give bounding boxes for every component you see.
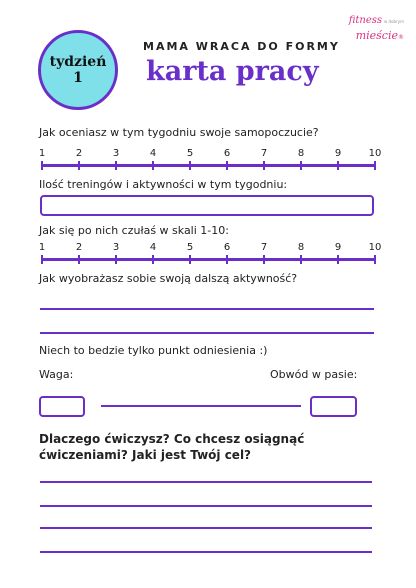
reference-note: Niech to bedzie tylko punkt odniesienia :) <box>39 344 268 357</box>
scale-number: 9 <box>334 242 342 253</box>
waist-input[interactable] <box>310 396 357 417</box>
scale-tick[interactable] <box>226 161 228 170</box>
scale-number: 5 <box>186 148 194 159</box>
rating-scale-wellbeing[interactable] <box>38 148 382 167</box>
question-wellbeing: Jak oceniasz w tym tygodniu swoje samopoczucie? <box>39 126 319 139</box>
answer-line[interactable] <box>40 527 372 529</box>
scale-number: 7 <box>260 242 268 253</box>
scale-tick[interactable] <box>263 255 265 264</box>
scale-tick[interactable] <box>115 161 117 170</box>
brand-logo <box>349 10 404 42</box>
logo-word-small: w dobrym <box>384 19 404 24</box>
scale-number: 9 <box>334 148 342 159</box>
scale-tick[interactable] <box>263 161 265 170</box>
answer-line[interactable] <box>40 332 374 334</box>
scale-number: 8 <box>297 242 305 253</box>
answer-line[interactable] <box>40 481 372 483</box>
scale-tick[interactable] <box>189 255 191 264</box>
scale-number: 1 <box>38 148 46 159</box>
scale-number: 2 <box>75 242 83 253</box>
training-count-input[interactable] <box>40 195 374 216</box>
answer-line[interactable] <box>40 551 372 553</box>
page-title: karta pracy <box>146 56 319 87</box>
scale-number: 3 <box>112 242 120 253</box>
scale-number: 1 <box>38 242 46 253</box>
scale-number: 3 <box>112 148 120 159</box>
scale-tick[interactable] <box>189 161 191 170</box>
scale-number: 4 <box>149 148 157 159</box>
week-badge-label: tydzień <box>49 53 107 70</box>
weight-input[interactable] <box>39 396 85 417</box>
logo-registered: ® <box>398 34 404 41</box>
scale-tick[interactable] <box>300 161 302 170</box>
scale-number: 2 <box>75 148 83 159</box>
answer-line[interactable] <box>40 308 374 310</box>
scale-number: 8 <box>297 148 305 159</box>
scale-number: 10 <box>368 242 382 253</box>
scale-tick[interactable] <box>374 161 376 170</box>
question-future-activity: Jak wyobrażasz sobie swoją dalszą aktywność? <box>39 272 298 285</box>
scale-tick[interactable] <box>78 255 80 264</box>
week-badge <box>38 30 118 110</box>
answer-line[interactable] <box>40 505 372 507</box>
scale-tick[interactable] <box>152 161 154 170</box>
scale-tick[interactable] <box>78 161 80 170</box>
question-motivation: Dlaczego ćwiczysz? Co chcesz osiągnąć ćwiczeniami? Jaki jest Twój cel? <box>39 432 305 462</box>
scale-tick[interactable] <box>41 255 43 264</box>
scale-tick[interactable] <box>115 255 117 264</box>
question-feeling-scale: Jak się po nich czułaś w skali 1-10: <box>39 224 229 237</box>
scale-number: 10 <box>368 148 382 159</box>
page-subtitle: MAMA WRACA DO FORMY <box>143 40 340 53</box>
waist-label: Obwód w pasie: <box>270 368 358 381</box>
scale-number: 7 <box>260 148 268 159</box>
scale-tick[interactable] <box>374 255 376 264</box>
scale-number: 4 <box>149 242 157 253</box>
scale-number: 5 <box>186 242 194 253</box>
scale-tick[interactable] <box>300 255 302 264</box>
scale-number: 6 <box>223 148 231 159</box>
scale-number: 6 <box>223 242 231 253</box>
logo-word-fitness: fitness <box>348 15 383 26</box>
scale-tick[interactable] <box>41 161 43 170</box>
scale-tick[interactable] <box>337 161 339 170</box>
scale-tick[interactable] <box>226 255 228 264</box>
question-training-count: Ilość treningów i aktywności w tym tygodniu: <box>39 178 288 191</box>
week-badge-number: 1 <box>73 70 83 86</box>
rating-scale-feeling[interactable] <box>38 242 382 261</box>
scale-tick[interactable] <box>152 255 154 264</box>
weight-label: Waga: <box>39 368 74 381</box>
progress-connector-line <box>101 405 301 407</box>
logo-word-miescie: mieście <box>355 29 398 42</box>
scale-tick[interactable] <box>337 255 339 264</box>
